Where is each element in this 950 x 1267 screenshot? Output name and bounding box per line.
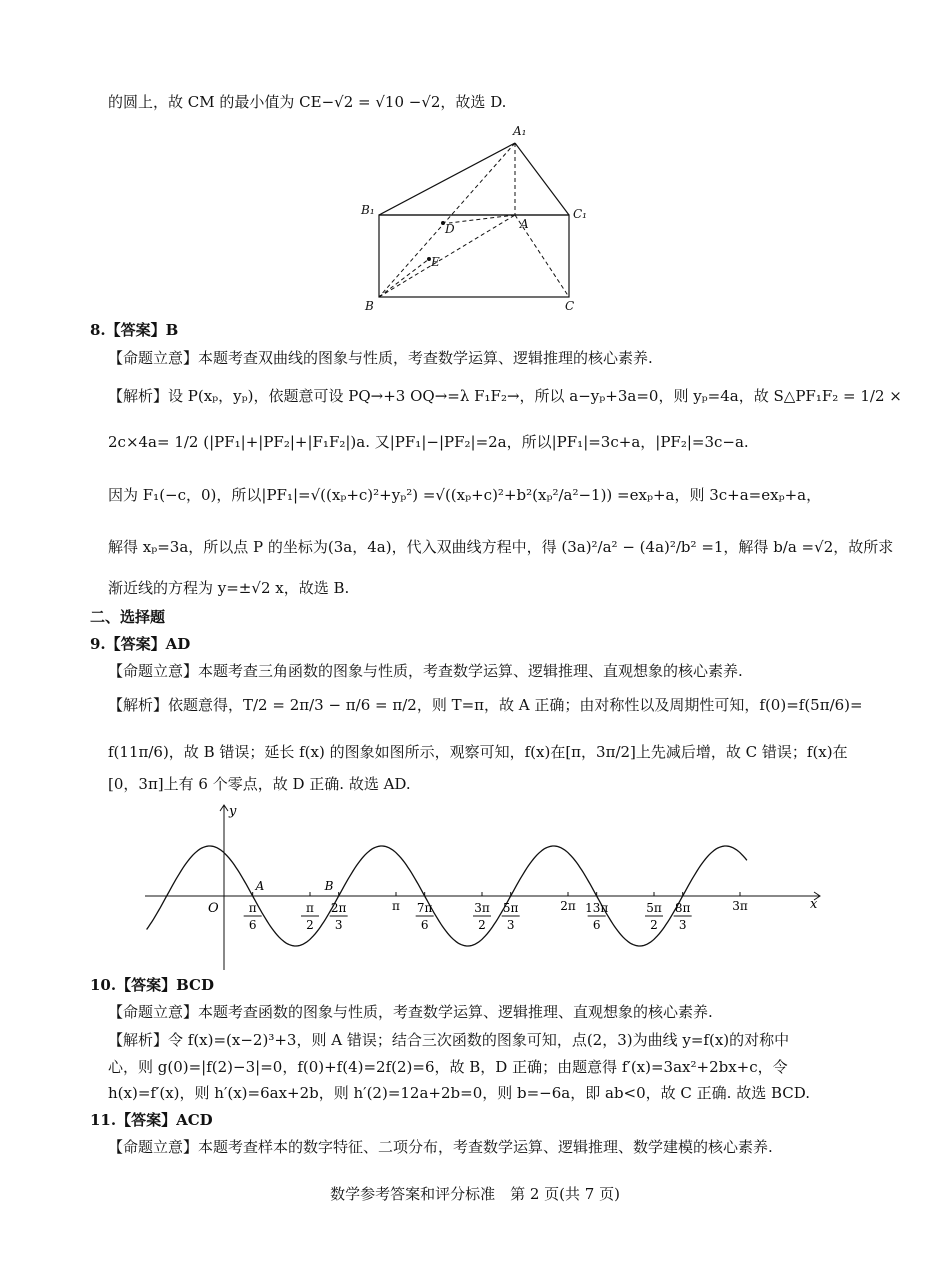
tick-label: 2π xyxy=(330,901,347,915)
q10-line-3: h(x)=f′(x)，则 h′(x)=6ax+2b，则 h′(2)=12a+2b=0，则 b=−6a，即 ab<0，故 C 正确. 故选 BCD. xyxy=(108,1084,811,1102)
tick-label-denominator: 6 xyxy=(248,918,257,932)
q8-line-1: 【解析】设 P(xₚ，yₚ)，依题意可设 PQ→+3 OQ→=λ F₁F₂→，所以 a−yₚ+3a=0，则 yₚ=4a，故 S△PF₁F₂ = 1/2 × xyxy=(108,387,902,405)
tick-label: π xyxy=(306,901,314,915)
point-label-b: B xyxy=(324,879,334,893)
label-a1: A₁ xyxy=(513,124,527,138)
tick-label-denominator: 2 xyxy=(306,918,314,932)
q10-line-1: 【解析】令 f(x)=(x−2)³+3，则 A 错误；结合三次函数的图象可知，点(2，3)为曲线 y=f(x)的对称中 xyxy=(108,1031,790,1049)
q10-heading: 10.【答案】BCD xyxy=(90,976,214,994)
q8-intent: 【命题立意】本题考查双曲线的图象与性质，考查数学运算、逻辑推理的核心素养. xyxy=(108,349,653,367)
sine-graph xyxy=(140,800,840,975)
q8-line-2: 2c×4a= 1/2 (|PF₁|+|PF₂|+|F₁F₂|)a. 又|PF₁|−|PF₂|=2a，所以|PF₁|=3c+a，|PF₂|=3c−a. xyxy=(108,433,749,451)
q7-conclusion: 的圆上，故 CM 的最小值为 CE−√2 = √10 −√2，故选 D. xyxy=(108,93,507,111)
point-label-a: A xyxy=(255,879,265,893)
label-d: D xyxy=(445,222,455,236)
q9-intent: 【命题立意】本题考查三角函数的图象与性质，考查数学运算、逻辑推理、直观想象的核心素养. xyxy=(108,662,743,680)
tick-label: π xyxy=(248,901,257,915)
page-footer: 数学参考答案和评分标准 第 2 页(共 7 页) xyxy=(330,1185,620,1203)
axis-label-y: y xyxy=(229,804,237,819)
q9-line-1: 【解析】依题意得，T/2 = 2π/3 − π/6 = π/2，则 T=π，故 A 正确；由对称性以及周期性可知，f(0)=f(5π/6)= xyxy=(108,696,863,714)
q9-line-2: f(11π/6)，故 B 错误；延长 f(x) 的图象如图所示，观察可知，f(x)在[π，3π/2]上先减后增，故 C 错误；f(x)在 xyxy=(108,743,848,761)
q11-intent: 【命题立意】本题考查样本的数字特征、二项分布，考查数学运算、逻辑推理、数学建模的核心素养. xyxy=(108,1138,773,1156)
tick-label-denominator: 3 xyxy=(334,918,343,932)
label-c1: C₁ xyxy=(573,207,587,221)
tick-label: 3π xyxy=(474,901,490,915)
prism-figure xyxy=(355,120,595,320)
label-a: A xyxy=(520,217,529,231)
tick-label-denominator: 3 xyxy=(506,918,515,932)
label-b: B xyxy=(365,299,374,313)
tick-label-denominator: 6 xyxy=(592,918,601,932)
label-c: C xyxy=(565,299,575,313)
q8-heading: 8.【答案】B xyxy=(90,321,179,339)
tick-label-denominator: 3 xyxy=(678,918,687,932)
tick-label-denominator: 2 xyxy=(478,918,486,932)
tick-label: 8π xyxy=(674,901,691,915)
q8-line-3: 因为 F₁(−c，0)，所以|PF₁|=√((xₚ+c)²+yₚ²) =√((xₚ+c)²+b²(xₚ²/a²−1)) =exₚ+a，则 3c+a=exₚ+a， xyxy=(108,486,822,504)
q11-heading: 11.【答案】ACD xyxy=(90,1111,213,1129)
tick-label: 5π xyxy=(502,901,519,915)
tick-label-denominator: 6 xyxy=(420,918,429,932)
q10-line-2: 心，则 g(0)=|f(2)−3|=0，f(0)+f(4)=2f(2)=6，故 B，D 正确；由题意得 f′(x)=3ax²+2bx+c，令 xyxy=(108,1058,788,1076)
label-e: E xyxy=(431,255,440,269)
q10-intent: 【命题立意】本题考查函数的图象与性质，考查数学运算、逻辑推理、直观想象的核心素养. xyxy=(108,1003,713,1021)
tick-label: 5π xyxy=(646,901,662,915)
origin-label: O xyxy=(208,901,219,916)
section-heading: 二、选择题 xyxy=(90,608,166,626)
tick-label: 3π xyxy=(732,899,748,913)
tick-label: 7π xyxy=(416,901,433,915)
tick-label: 13π xyxy=(585,901,609,915)
label-b1: B₁ xyxy=(361,203,375,217)
axis-label-x: x xyxy=(810,897,818,912)
tick-label: 2π xyxy=(560,899,576,913)
q9-line-3: [0，3π]上有 6 个零点，故 D 正确. 故选 AD. xyxy=(108,775,411,793)
q9-heading: 9.【答案】AD xyxy=(90,635,191,653)
tick-label-denominator: 2 xyxy=(650,918,658,932)
tick-label: π xyxy=(392,899,400,913)
q8-line-4: 解得 xₚ=3a，所以点 P 的坐标为(3a，4a)，代入双曲线方程中，得 (3a)²/a² − (4a)²/b² =1，解得 b/a =√2，故所求 xyxy=(108,538,894,556)
q8-line-5: 渐近线的方程为 y=±√2 x，故选 B. xyxy=(108,579,350,597)
